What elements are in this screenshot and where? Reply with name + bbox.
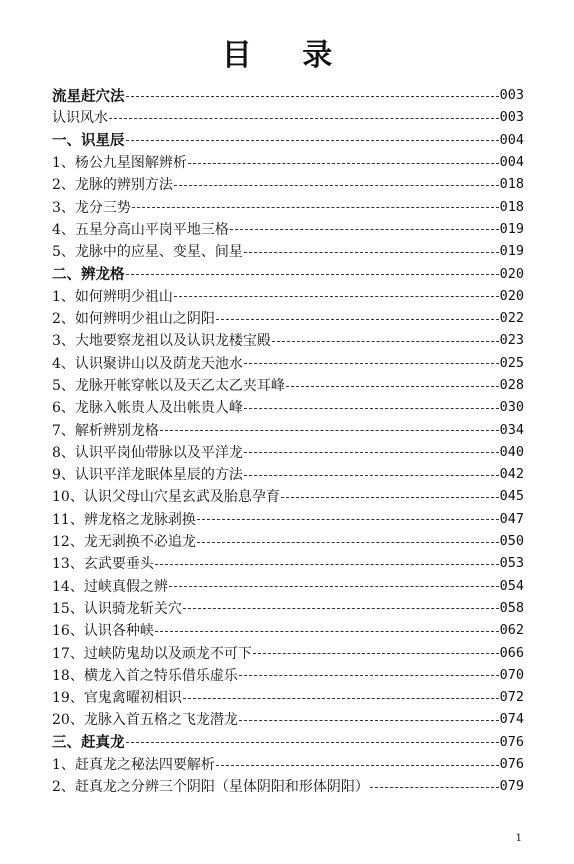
- toc-leader-line: [126, 140, 499, 141]
- toc-leader-line: [370, 787, 499, 788]
- toc-entry: [52, 441, 524, 463]
- toc-entry-title: 2、如何辨明少祖山之阴阳: [52, 311, 215, 328]
- toc-entry: [52, 575, 524, 597]
- toc-entry: [52, 753, 524, 775]
- toc-entry-title: 17、过峡防鬼劫以及顽龙不可下: [52, 645, 252, 662]
- toc-entry-title: 18、横龙入首之特乐借乐虚乐: [52, 667, 238, 684]
- toc-entry-page: 003: [499, 109, 524, 126]
- toc-entry-title: 13、玄武要垂头: [52, 556, 154, 573]
- toc-entry-title: 20、龙脉入首五格之飞龙潜龙: [52, 712, 238, 729]
- toc-entry-title: 一、识星辰: [52, 132, 125, 150]
- toc-entry-title: 19、官鬼禽曜初相识: [52, 690, 182, 707]
- toc-entry-title: 三、赶真龙: [52, 734, 125, 752]
- toc-section-heading: [52, 84, 524, 106]
- toc-entry-title: 15、认识骑龙斩关穴: [52, 600, 182, 617]
- toc-entry: [52, 641, 524, 663]
- toc-entry-page: 076: [499, 756, 524, 773]
- toc-leader-line: [281, 497, 499, 498]
- toc-leader-line: [216, 319, 499, 320]
- page-title: 目 录: [221, 38, 353, 73]
- toc-entry: [52, 374, 524, 396]
- toc-section-heading: [52, 262, 524, 284]
- toc-entry-page: 076: [499, 733, 524, 750]
- toc-entry-title: 2、龙脉的辨别方法: [52, 177, 173, 194]
- toc-entry: [52, 686, 524, 708]
- toc-entry-page: 020: [499, 287, 524, 304]
- toc-entry: [52, 597, 524, 619]
- toc-entry-page: 019: [499, 220, 524, 237]
- toc-entry-page: 072: [499, 689, 524, 706]
- toc-leader-line: [244, 363, 499, 364]
- toc-leader-line: [197, 519, 499, 520]
- toc-leader-line: [239, 720, 499, 721]
- toc-entry-title: 流星赶穴法: [52, 87, 125, 105]
- toc-entry: [52, 418, 524, 440]
- toc-entry-title: 12、龙无剥换不必追龙: [52, 534, 196, 551]
- toc-section-heading: [52, 129, 524, 151]
- toc-entry-title: 9、认识平洋龙眠体星辰的方法: [52, 467, 243, 484]
- toc-leader-line: [239, 675, 499, 676]
- toc-leader-line: [244, 252, 499, 253]
- toc-entry-page: 019: [499, 243, 524, 260]
- toc-entry: [52, 619, 524, 641]
- toc-entry-title: 7、解析辨别龙格: [52, 422, 159, 439]
- toc-leader-line: [244, 475, 499, 476]
- toc-entry-page: 042: [499, 466, 524, 483]
- toc-entry-page: 058: [499, 599, 524, 616]
- toc-entry: [52, 396, 524, 418]
- toc-leader-line: [132, 207, 499, 208]
- toc-entry-title: 1、赶真龙之秘法四要解析: [52, 757, 215, 774]
- toc-entry-page: 047: [499, 510, 524, 527]
- toc-entry: [52, 508, 524, 530]
- toc-entry-page: 053: [499, 555, 524, 572]
- toc-leader-line: [126, 742, 499, 743]
- toc-leader-line: [155, 631, 499, 632]
- toc-leader-line: [155, 564, 499, 565]
- toc-entry: [52, 106, 524, 128]
- toc-entry: [52, 463, 524, 485]
- toc-entry-title: 6、龙脉入帐贵人及出帐贵人峰: [52, 400, 243, 417]
- toc-leader-line: [197, 542, 499, 543]
- toc-entry-title: 3、龙分三势: [52, 199, 131, 216]
- toc-leader-line: [174, 296, 499, 297]
- toc-leader-line: [216, 765, 499, 766]
- toc-entry: [52, 240, 524, 262]
- toc-entry-page: 034: [499, 421, 524, 438]
- toc-entry-title: 4、认识聚讲山以及荫龙天池水: [52, 355, 243, 372]
- toc-entry-title: 4、五星分高山平岗平地三格: [52, 221, 229, 238]
- toc-leader-line: [272, 341, 499, 342]
- toc-entry: [52, 775, 524, 797]
- toc-leader-line: [244, 452, 499, 453]
- toc-entry: [52, 329, 524, 351]
- toc-leader-line: [126, 274, 499, 275]
- toc-entry-page: 018: [499, 176, 524, 193]
- toc-entry-title: 认识风水: [52, 110, 108, 127]
- toc-entry: [52, 173, 524, 195]
- toc-leader-line: [286, 386, 499, 387]
- toc-entry-title: 二、辨龙格: [52, 266, 125, 284]
- toc-entry-page: 066: [499, 644, 524, 661]
- toc-entry-title: 1、杨公九星图解辨析: [52, 155, 187, 172]
- toc-leader-line: [183, 608, 499, 609]
- toc-entry-page: 070: [499, 666, 524, 683]
- toc-entry: [52, 218, 524, 240]
- toc-entry-page: 054: [499, 577, 524, 594]
- toc-entry-page: 018: [499, 198, 524, 215]
- toc-leader-line: [174, 185, 499, 186]
- toc-entry: [52, 285, 524, 307]
- toc-entry: [52, 195, 524, 217]
- toc-leader-line: [230, 229, 499, 230]
- toc-entry: [52, 664, 524, 686]
- toc-entry-page: 023: [499, 332, 524, 349]
- toc-entry-title: 11、辨龙格之龙脉剥换: [52, 511, 196, 528]
- toc-entry-page: 040: [499, 443, 524, 460]
- toc-entry: [52, 307, 524, 329]
- toc-leader-line: [160, 430, 499, 431]
- toc-leader-line: [183, 698, 499, 699]
- toc-leader-line: [109, 118, 499, 119]
- toc-entry-page: 074: [499, 711, 524, 728]
- toc-entry-page: 045: [499, 488, 524, 505]
- toc-entry-page: 028: [499, 377, 524, 393]
- toc-section-heading: [52, 731, 524, 753]
- toc-entry: [52, 485, 524, 507]
- toc-leader-line: [188, 163, 499, 164]
- table-of-contents: [52, 84, 524, 798]
- toc-entry-page: 004: [499, 131, 524, 148]
- toc-entry-title: 1、如何辨明少祖山: [52, 288, 173, 305]
- toc-entry-title: 3、大地要察龙祖以及认识龙楼宝殿: [52, 333, 271, 350]
- toc-leader-line: [244, 408, 499, 409]
- toc-entry-title: 10、认识父母山穴星玄武及胎息孕育: [52, 489, 280, 506]
- toc-entry-title: 16、认识各种峡: [52, 623, 154, 640]
- toc-leader-line: [253, 653, 499, 654]
- toc-entry-page: 022: [499, 310, 524, 327]
- toc-entry-page: 025: [499, 354, 524, 371]
- toc-entry-page: 030: [499, 399, 524, 416]
- page-number: 1: [515, 833, 522, 844]
- toc-entry: [52, 552, 524, 574]
- toc-entry-title: 14、过峡真假之辨: [52, 578, 168, 595]
- toc-entry-page: 062: [499, 622, 524, 639]
- toc-entry-page: 050: [499, 533, 524, 550]
- toc-entry-page: 020: [499, 265, 524, 282]
- toc-entry-title: 2、赶真龙之分辨三个阴阳（星体阴阳和形体阴阳）: [52, 779, 369, 796]
- toc-leader-line: [169, 586, 499, 587]
- toc-entry-title: 5、龙脉中的应星、变星、间星: [52, 244, 243, 261]
- toc-entry-title: 5、龙脉开帐穿帐以及天乙太乙夹耳峰: [52, 378, 285, 394]
- toc-leader-line: [126, 96, 499, 97]
- toc-entry-title: 8、认识平岗仙带脉以及平洋龙: [52, 444, 243, 461]
- toc-entry: [52, 352, 524, 374]
- toc-entry: [52, 151, 524, 173]
- toc-entry-page: 003: [499, 87, 524, 104]
- toc-entry: [52, 708, 524, 730]
- toc-entry: [52, 530, 524, 552]
- toc-entry-page: 079: [499, 778, 524, 795]
- toc-entry-page: 004: [499, 154, 524, 171]
